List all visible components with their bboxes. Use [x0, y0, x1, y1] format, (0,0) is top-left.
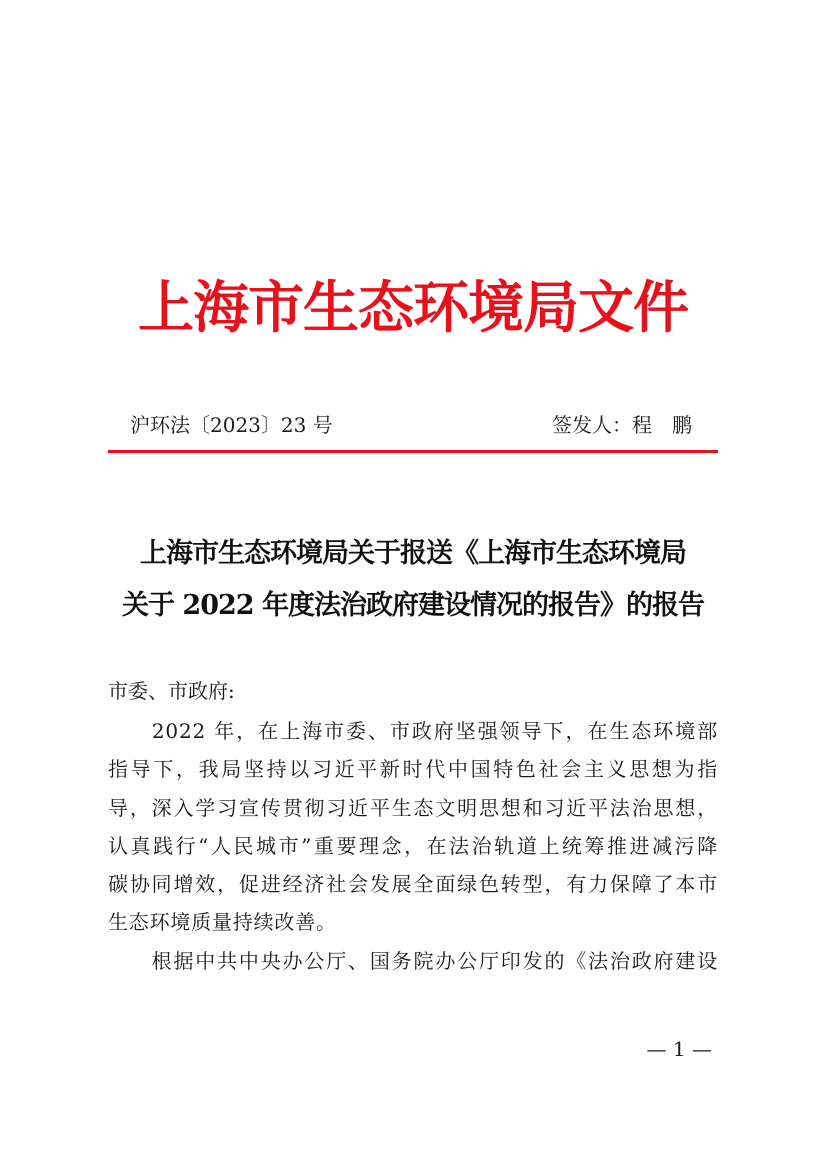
- document-header-title: 上海市生态环境局文件: [138, 275, 688, 341]
- body-line: 导，深入学习宣传贯彻习近平生态文明思想和习近平法治思想，: [108, 795, 718, 820]
- document-number: 沪环法〔2023〕23 号: [130, 413, 333, 437]
- document-number-row: [108, 408, 718, 442]
- report-title-line: 关于 2022 年度法治政府建设情况的报告》的报告: [122, 590, 704, 621]
- page-number: — 1 —: [646, 1037, 712, 1061]
- body-line: 生态环境质量持续改善。: [108, 910, 337, 935]
- body-line: 指导下，我局坚持以习近平新时代中国特色社会主义思想为指: [108, 757, 718, 782]
- report-title: [90, 528, 736, 632]
- body-line: 2022 年，在上海市委、市政府坚强领导下，在生态环境部: [108, 719, 718, 743]
- body-line: 根据中共中央办公厅、国务院办公厅印发的《法治政府建设: [108, 948, 718, 973]
- body-line: 碳协同增效，促进经济社会发展全面绿色转型，有力保障了本市: [108, 872, 718, 897]
- body-line: 认真践行“人民城市”重要理念，在法治轨道上统筹推进减污降: [108, 833, 718, 858]
- header-divider: [108, 450, 718, 453]
- body-text: [108, 712, 718, 980]
- document-signer: 签发人：程 鹏: [552, 413, 692, 437]
- salutation: 市委、市政府:: [108, 679, 235, 703]
- report-title-line: 上海市生态环境局关于报送《上海市生态环境局: [140, 538, 686, 569]
